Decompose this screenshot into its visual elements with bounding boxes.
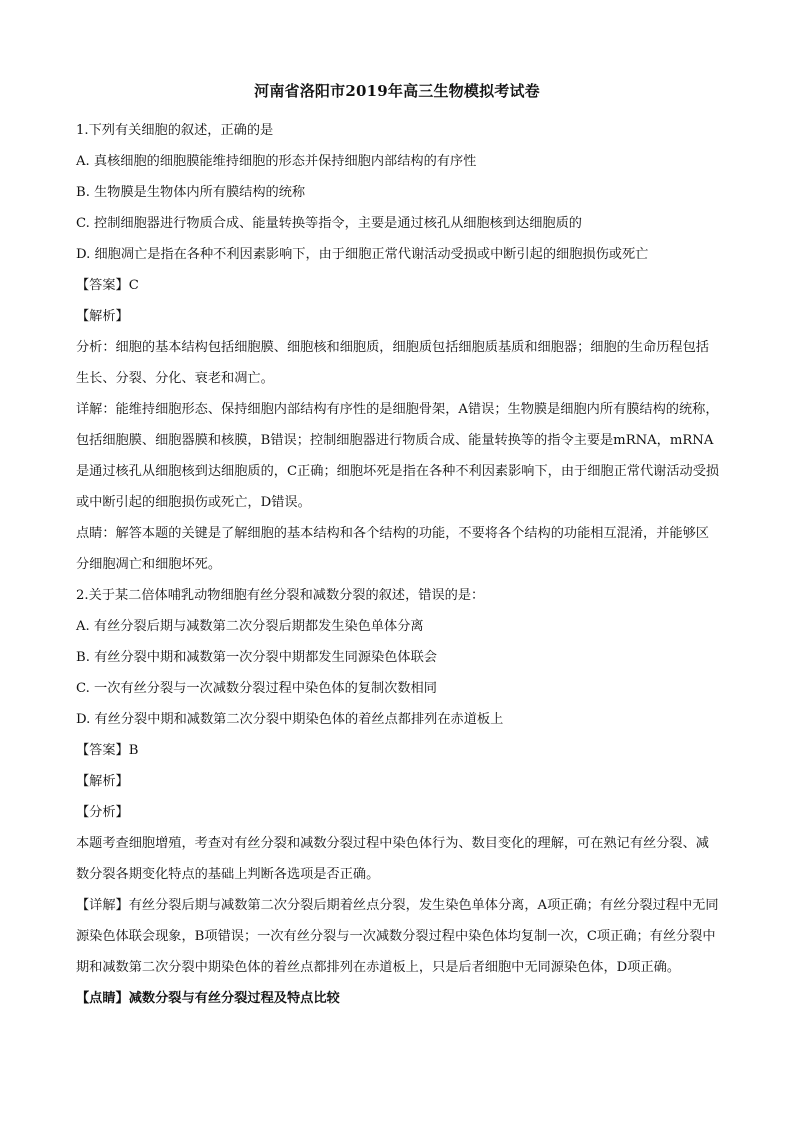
page-content (76, 115, 721, 1014)
q2-detail: 【详解】有丝分裂后期与减数第二次分裂后期着丝点分裂，发生染色单体分离，A项正确；有丝分裂过程中无同源染色体联会现象，B项错误；一次有丝分裂与一次减数分裂过程中染色体均复制一次，C项正确；有丝分裂中期和减数第二次分裂中期染色体的着丝点都排列在赤道板上，只是后者细胞中无同源染色体，D项正确。 (76, 898, 719, 975)
q1-analysis-heading: 【解析】 (76, 309, 129, 324)
q2-option-d: D. 有丝分裂中期和减数第二次分裂中期染色体的着丝点都排列在赤道板上 (76, 712, 504, 727)
q1-analysis: 分析：细胞的基本结构包括细胞膜、细胞核和细胞质，细胞质包括细胞质基质和细胞器；细胞的生命历程包括生长、分裂、分化、衰老和凋亡。 (76, 340, 709, 386)
q2-option-b: B. 有丝分裂中期和减数第一次分裂中期都发生同源染色体联会 (76, 650, 437, 665)
q2-analysis-subheading: 【分析】 (76, 805, 129, 820)
q1-answer: 【答案】C (76, 278, 139, 293)
q1-option-a: A. 真核细胞的细胞膜能维持细胞的形态并保持细胞内部结构的有序性 (76, 154, 477, 169)
q2-note: 【点睛】减数分裂与有丝分裂过程及特点比较 (76, 991, 340, 1006)
q2-stem: 2.关于某二倍体哺乳动物细胞有丝分裂和减数分裂的叙述，错误的是： (76, 588, 485, 603)
page-title: 河南省洛阳市2019年高三生物模拟考试卷 (254, 82, 540, 100)
q1-option-d: D. 细胞凋亡是指在各种不利因素影响下，由于细胞正常代谢活动受损或中断引起的细胞损伤或死亡 (76, 247, 649, 262)
q2-analysis-heading: 【解析】 (76, 774, 129, 789)
q2-answer: 【答案】B (76, 743, 139, 758)
q1-detail: 详解：能维持细胞形态、保持细胞内部结构有序性的是细胞骨架，A错误；生物膜是细胞内所有膜结构的统称，包括细胞膜、细胞器膜和核膜，B错误；控制细胞器进行物质合成、能量转换等的指令主要是mRNA，mRNA是通过核孔从细胞核到达细胞质的，C正确；细胞坏死是指在各种不利因素影响下，由于细胞正常代谢活动受损或中断引起的细胞损伤或死亡，D错误。 (76, 402, 720, 510)
q1-note: 点睛：解答本题的关键是了解细胞的基本结构和各个结构的功能，不要将各个结构的功能相互混淆，并能够区分细胞凋亡和细胞坏死。 (76, 526, 709, 572)
q2-option-a: A. 有丝分裂后期与减数第二次分裂后期都发生染色单体分离 (76, 619, 424, 634)
q2-analysis: 本题考查细胞增殖，考查对有丝分裂和减数分裂过程中染色体行为、数目变化的理解，可在熟记有丝分裂、减数分裂各期变化特点的基础上判断各选项是否正确。 (76, 836, 709, 882)
q1-option-c: C. 控制细胞器进行物质合成、能量转换等指令，主要是通过核孔从细胞核到达细胞质的 (76, 216, 582, 231)
q1-stem: 1.下列有关细胞的叙述，正确的是 (76, 123, 274, 138)
q1-option-b: B. 生物膜是生物体内所有膜结构的统称 (76, 185, 306, 200)
q2-option-c: C. 一次有丝分裂与一次减数分裂过程中染色体的复制次数相同 (76, 681, 437, 696)
